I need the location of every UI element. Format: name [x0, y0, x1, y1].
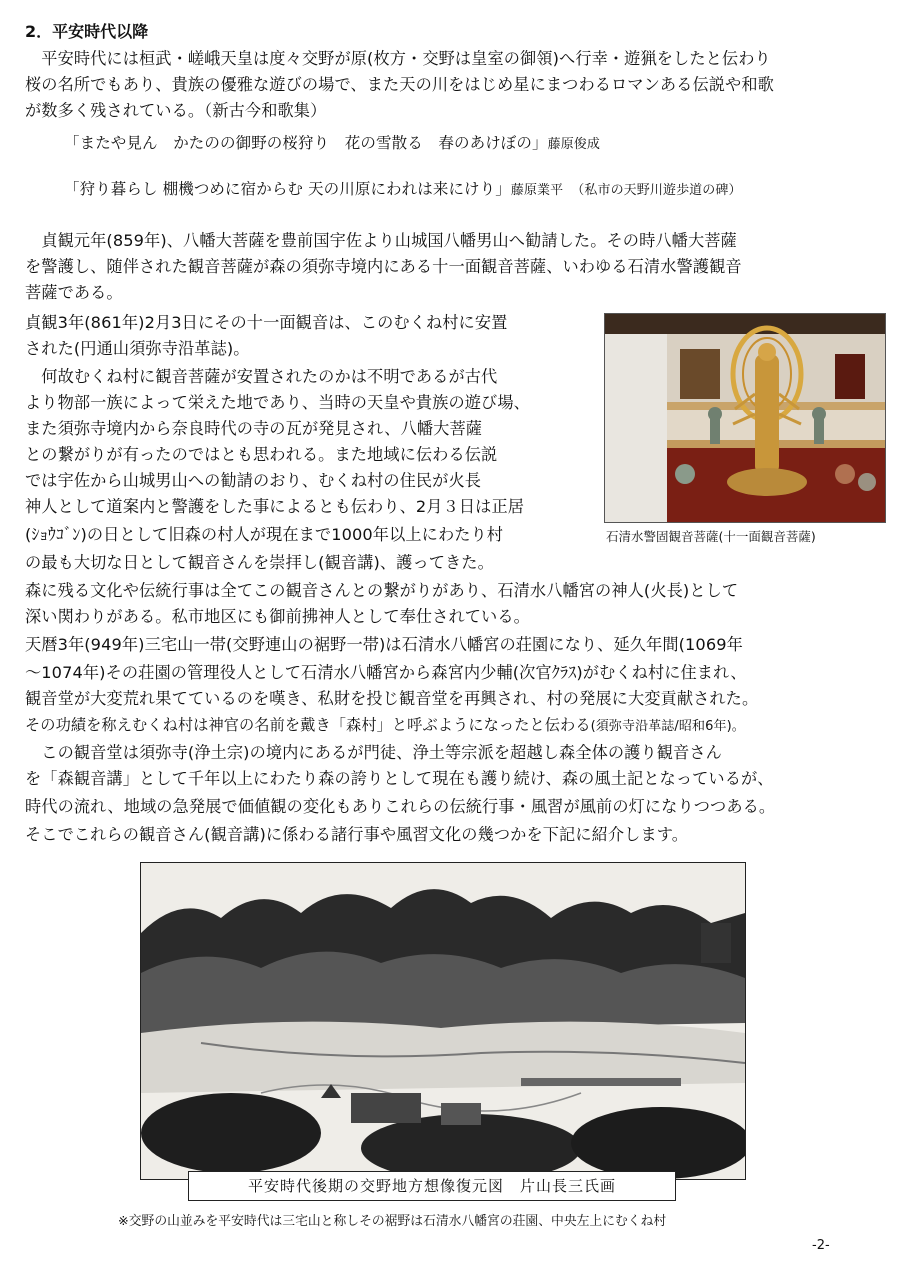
- body-line: との繋がりが有ったのではとも思われる。また地域に伝わる伝説: [25, 445, 498, 464]
- body-line: 観音堂が大変荒れ果てているのを嘆き、私財を投じ観音堂を再興され、村の発展に大変貢献された。: [25, 689, 759, 708]
- merit-source: (須弥寺沿革誌/昭和6年)。: [590, 719, 745, 734]
- body-line: 深い関わりがある。私市地区にも御前拂神人として奉仕されている。: [25, 607, 530, 626]
- intro-line: が数多く残されている。（新古今和歌集）: [25, 101, 327, 120]
- merit-line: [25, 712, 745, 740]
- kannon-statue-photo: [604, 313, 886, 523]
- jogan-line: 菩薩である。: [25, 283, 123, 302]
- body-line: を「森観音講」として千年以上にわたり森の誇りとして現在も護り続け、森の風土記となっているが、: [25, 769, 774, 788]
- body-line: 神人として道案内と警護をした事によるとも伝わり、2月３日は正居: [25, 497, 525, 516]
- intro-line: 平安時代には桓武・嵯峨天皇は度々交野が原(枚方・交野は皇室の御領)へ行幸・遊猟をしたと伝わり: [25, 49, 771, 68]
- historical-map-illustration: [140, 862, 746, 1180]
- page-number: -2-: [812, 1238, 830, 1253]
- body-line: より物部一族によって栄えた地であり、当時の天皇や貴族の遊び場、: [25, 393, 530, 412]
- poem-2: [64, 176, 742, 204]
- body-line: では宇佐から山城男山への勧請のおり、むくね村の住民が火長: [25, 471, 482, 490]
- jogan-line: 貞観元年(859年)、八幡大菩薩を豊前国宇佐より山城国八幡男山へ勧請した。その時八幡大菩薩: [25, 231, 737, 250]
- poem-text: 「狩り暮らし 棚機つめに宿からむ 天の川原にわれは来にけり」: [64, 180, 511, 198]
- body-line: 時代の流れ、地域の急発展で価値観の変化もありこれらの伝統行事・風習が風前の灯になりつつある。: [25, 797, 776, 816]
- jogan-line: を警護し、随伴された観音菩薩が森の須弥寺境内にある十一面観音菩薩、いわゆる石清水警護観音: [25, 257, 742, 276]
- body-line: そこでこれらの観音さん(観音講)に係わる諸行事や風習文化の幾つかを下記に紹介します。: [25, 825, 689, 844]
- photo-caption: 石清水警固観音菩薩(十一面観音菩薩): [606, 529, 816, 544]
- intro-line: 桜の名所でもあり、貴族の優雅な遊びの場で、また天の川をはじめ星にまつわるロマンある伝説や和歌: [25, 75, 774, 94]
- poem-author: 藤原俊成: [547, 137, 601, 152]
- merit-text: その功績を称えむくね村は神官の名前を戴き「森村」と呼ぶようになったと伝わる: [25, 716, 591, 734]
- poem-note: （私市の天野川遊歩道の碑）: [571, 183, 742, 198]
- body-line: ～1074年)その荘園の管理役人として石清水八幡宮から森宮内少輔(次官ｸﾗｽ)がむくね村に住まれ、: [25, 663, 747, 682]
- body-line: また須弥寺境内から奈良時代の寺の瓦が発見され、八幡大菩薩: [25, 419, 483, 438]
- body-line: 貞観3年(861年)2月3日にその十一面観音は、このむくね村に安置: [25, 313, 508, 332]
- body-line: 森に残る文化や伝統行事は全てこの観音さんとの繋がりがあり、石清水八幡宮の神人(火長)として: [25, 581, 739, 600]
- map-title: 平安時代後期の交野地方想像復元図 片山長三氏画: [188, 1171, 676, 1201]
- body-line: 何故むくね村に観音菩薩が安置されたのかは不明であるが古代: [25, 367, 498, 386]
- poem-text: 「またや見ん かたのの御野の桜狩り 花の雪散る 春のあけぼの」: [64, 134, 548, 152]
- poem-author: 藤原業平: [510, 183, 564, 198]
- body-line: この観音堂は須弥寺(浄土宗)の境内にあるが門徒、浄土等宗派を超越し森全体の護り観音さん: [25, 743, 722, 762]
- body-line: (ｼｮｳｺﾞﾝ)の日として旧森の村人が現在まで1000年以上にわたり村: [25, 525, 504, 544]
- section-heading: 2．平安時代以降: [25, 22, 149, 41]
- poem-1: [64, 130, 600, 158]
- map-note: ※交野の山並みを平安時代は三宅山と称しその裾野は石清水八幡宮の荘園、中央左上にむくね村: [118, 1214, 667, 1229]
- body-line: の最も大切な日として観音さんを崇拝し(観音講)、護ってきた。: [25, 553, 494, 572]
- body-line: された(円通山須弥寺沿革誌)。: [25, 339, 250, 358]
- body-line: 天暦3年(949年)三宅山一帯(交野連山の裾野一帯)は石清水八幡宮の荘園になり、延久年間(1069年: [25, 635, 743, 654]
